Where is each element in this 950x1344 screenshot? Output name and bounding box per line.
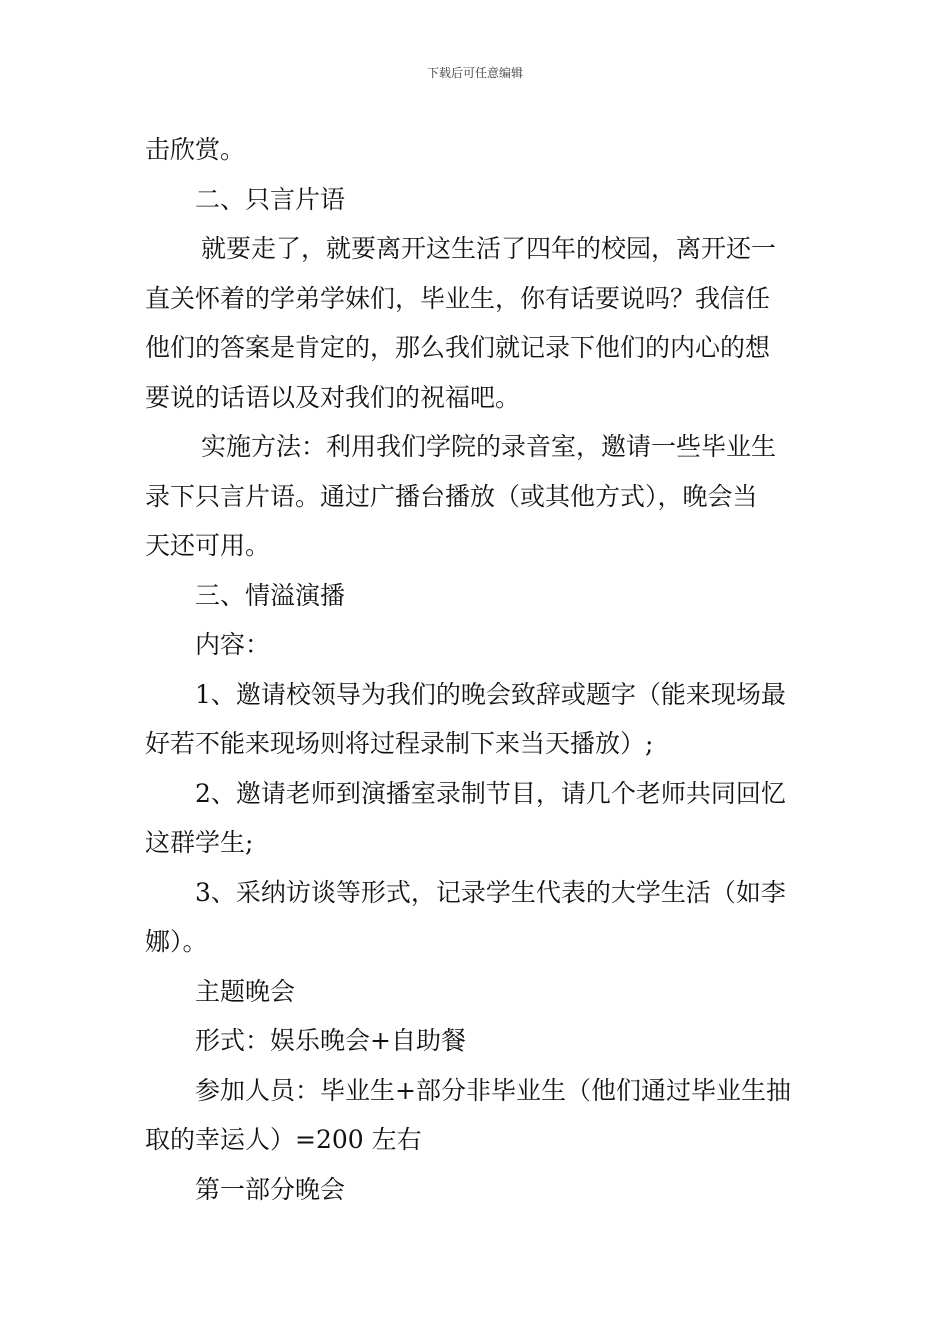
text-line: 要说的话语以及对我们的祝福吧。: [145, 382, 521, 412]
list-item: 2、邀请老师到演播室录制节目，请几个老师共同回忆: [195, 778, 786, 808]
text-line: 录下只言片语。通过广播台播放（或其他方式），晚会当: [145, 481, 758, 511]
list-item: 1、邀请校领导为我们的晚会致辞或题字（能来现场最: [195, 679, 786, 709]
section-heading: 第一部分晚会: [195, 1174, 346, 1204]
text-line: 好若不能来现场则将过程录制下来当天播放）;: [145, 729, 654, 758]
text-line: 内容：: [195, 630, 271, 659]
list-item: 3、采纳访谈等形式，记录学生代表的大学生活（如李: [195, 877, 786, 907]
page-header: 下载后可任意编辑: [426, 66, 523, 80]
text-line: 实施方法：利用我们学院的录音室，邀请一些毕业生: [201, 432, 777, 461]
text-line: 击欣赏。: [145, 135, 246, 164]
text-line: 形式：娱乐晚会+自助餐: [195, 1026, 466, 1055]
document-body: [145, 130, 807, 1219]
section-heading: 二、只言片语: [195, 184, 346, 214]
text-line: 参加人员：毕业生+部分非毕业生（他们通过毕业生抽: [195, 1075, 791, 1105]
text-line: 他们的答案是肯定的，那么我们就记录下他们的内心的想: [145, 333, 771, 362]
section-heading: 三、情溢演播: [195, 580, 346, 610]
section-heading: 主题晚会: [195, 976, 296, 1006]
text-line: 取的幸运人）=200 左右: [145, 1125, 422, 1154]
text-line: 娜）。: [145, 927, 208, 956]
text-line: 天还可用。: [145, 531, 271, 560]
text-line: 这群学生;: [145, 828, 254, 857]
text-line: 直关怀着的学弟学妹们，毕业生，你有话要说吗？我信任: [145, 283, 771, 313]
text-line: 就要走了，就要离开这生活了四年的校园，离开还一: [201, 234, 777, 263]
